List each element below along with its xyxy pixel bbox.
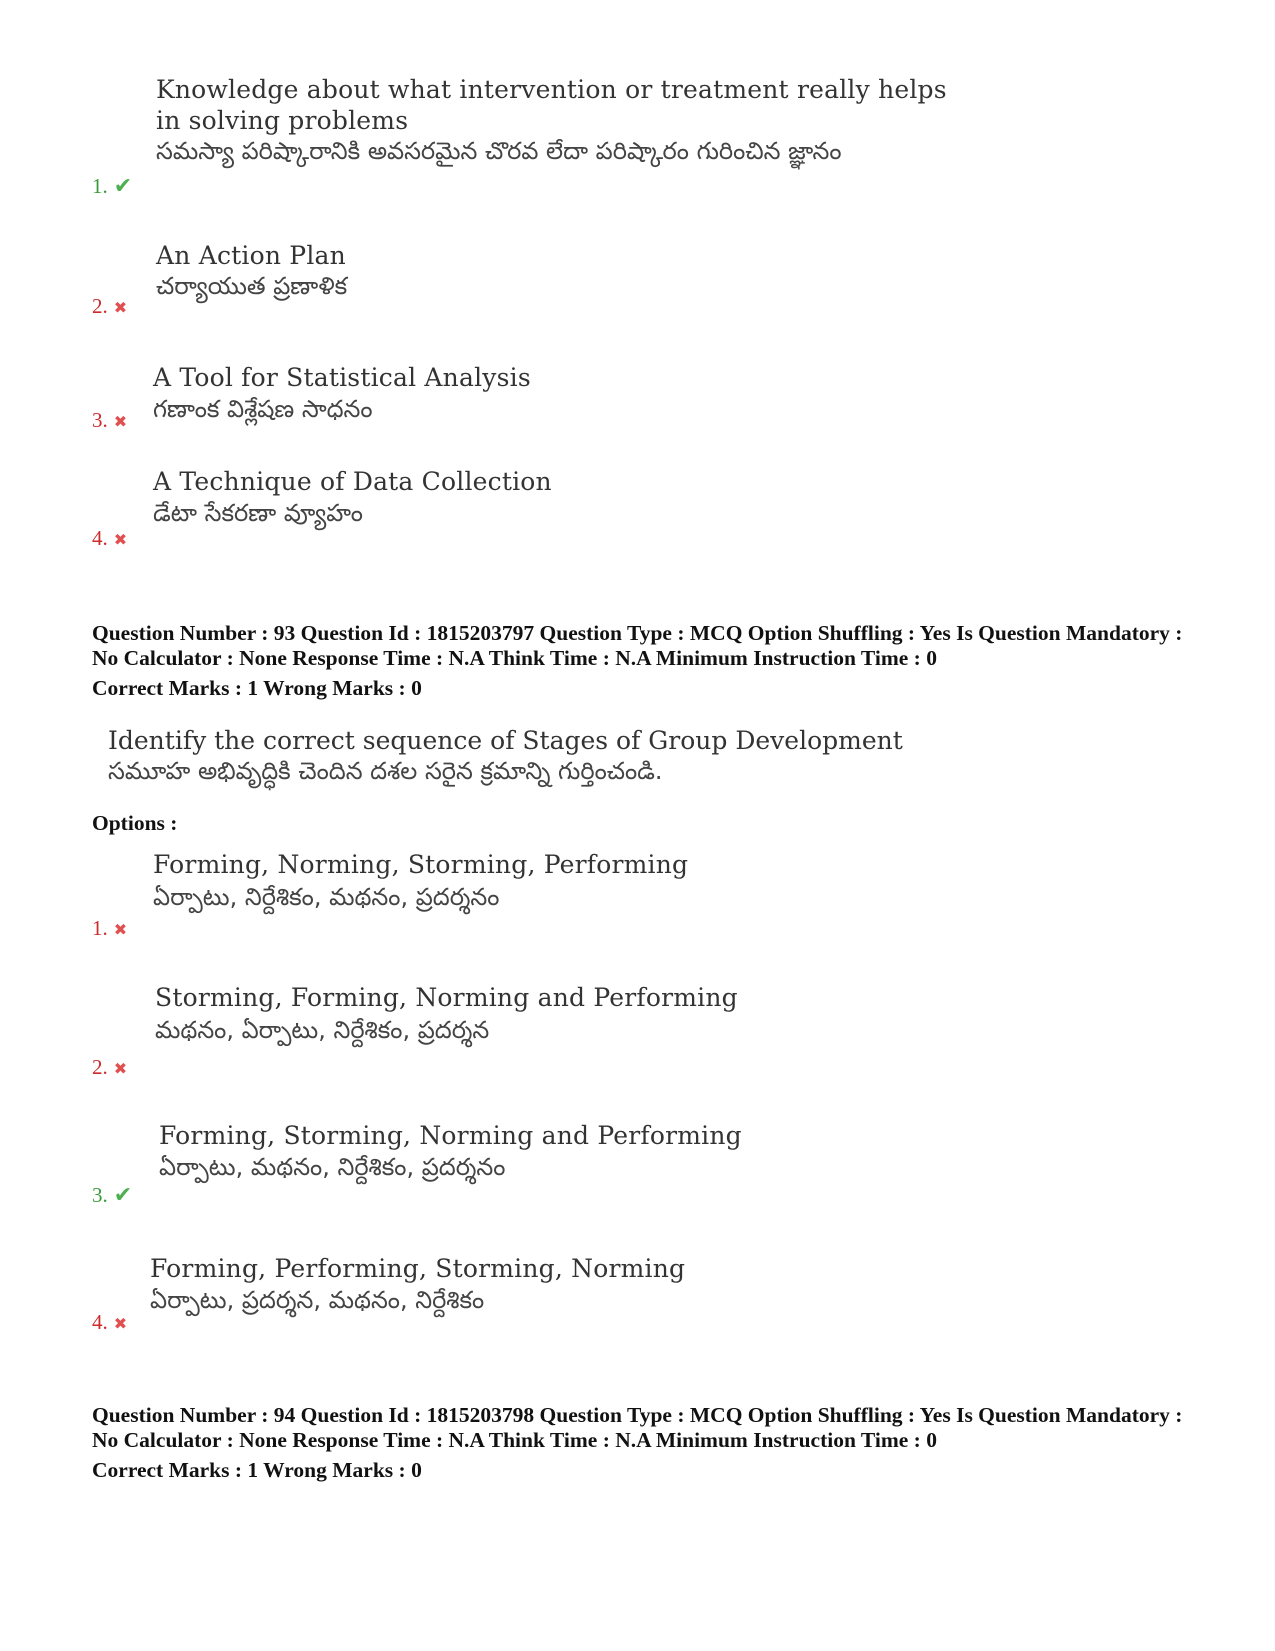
check-icon: ✔: [113, 174, 133, 199]
q92-option-3: [92, 360, 1192, 450]
cross-icon: ✖: [113, 1059, 128, 1078]
option-text-en: Forming, Storming, Norming and Performing: [159, 1121, 742, 1150]
option-text-en: A Tool for Statistical Analysis: [153, 363, 531, 392]
q92-option-1: [92, 70, 1192, 210]
option-text-en: A Technique of Data Collection: [153, 467, 552, 496]
option-text-te: మథనం, ఏర్పాటు, నిర్దేశికం, ప్రదర్శన: [155, 1016, 490, 1044]
cross-icon: ✖: [113, 920, 128, 939]
cross-icon: ✖: [113, 530, 128, 549]
q94-marks: Correct Marks : 1 Wrong Marks : 0: [92, 1458, 422, 1482]
option-number: 4. ✖: [92, 1310, 128, 1334]
option-text-en: Forming, Norming, Storming, Performing: [153, 850, 689, 879]
option-number: 4. ✖: [92, 526, 128, 550]
q93-meta: Question Number : 93 Question Id : 1815203797 Question Type : MCQ Option Shuffling : Yes Is Question Mandatory : No Calculator : None Response Time : N.A Think Time : N.A Minimum Instruction Time : 0: [92, 621, 1183, 670]
q93-marks: Correct Marks : 1 Wrong Marks : 0: [92, 676, 422, 700]
option-text-en: An Action Plan: [156, 241, 346, 270]
q94-meta: Question Number : 94 Question Id : 1815203798 Question Type : MCQ Option Shuffling : Yes Is Question Mandatory : No Calculator : None Response Time : N.A Think Time : N.A Minimum Instruction Time : 0: [92, 1403, 1183, 1452]
check-icon: ✔: [113, 1183, 133, 1208]
cross-icon: ✖: [113, 298, 128, 317]
option-number: 3. ✖: [92, 408, 128, 432]
option-text-en: Storming, Forming, Norming and Performing: [155, 983, 738, 1012]
option-text-te: గణాంక విశ్లేషణ సాధనం: [153, 395, 373, 423]
q92-option-4: [92, 466, 1192, 556]
option-text-te: ఏర్పాటు, నిర్దేశికం, మథనం, ప్రదర్శనం: [153, 883, 500, 911]
q93-option-3: [92, 1121, 1192, 1216]
option-text-te: చర్యాయుత ప్రణాళిక: [156, 272, 348, 300]
q93-question: [108, 726, 903, 791]
option-text-en: Knowledge about what intervention or treatment really helps in solving problems: [156, 75, 947, 135]
q93-option-2: [92, 983, 1192, 1083]
option-text-te: ఏర్పాటు, మథనం, నిర్దేశికం, ప్రదర్శనం: [159, 1153, 506, 1181]
question-text-te: సమూహ అభివృద్ధికి చెందిన దశల సరైన క్రమాన్ని గుర్తించండి.: [108, 757, 663, 785]
option-number: 2. ✖: [92, 294, 128, 318]
q93-option-1: [92, 850, 1192, 945]
option-number: 1. ✖: [92, 916, 128, 940]
option-text-te: ఏర్పాటు, ప్రదర్శన, మథనం, నిర్దేశికం: [150, 1286, 485, 1314]
option-text-te: డేటా సేకరణా వ్యూహం: [153, 499, 363, 527]
cross-icon: ✖: [113, 412, 128, 431]
q92-option-2: [92, 238, 1192, 328]
option-number: 2. ✖: [92, 1055, 128, 1079]
q93-option-4: [92, 1254, 1192, 1349]
option-number: 3. ✔: [92, 1183, 133, 1208]
option-number: 1. ✔: [92, 174, 133, 199]
question-text-en: Identify the correct sequence of Stages of Group Development: [108, 726, 903, 755]
option-text-en: Forming, Performing, Storming, Norming: [150, 1254, 686, 1283]
option-text-te: సమస్యా పరిష్కారానికి అవసరమైన చొరవ లేదా పరిష్కారం గురించిన జ్ఞానం: [156, 137, 842, 165]
options-label: Options :: [92, 811, 178, 835]
cross-icon: ✖: [113, 1314, 128, 1333]
